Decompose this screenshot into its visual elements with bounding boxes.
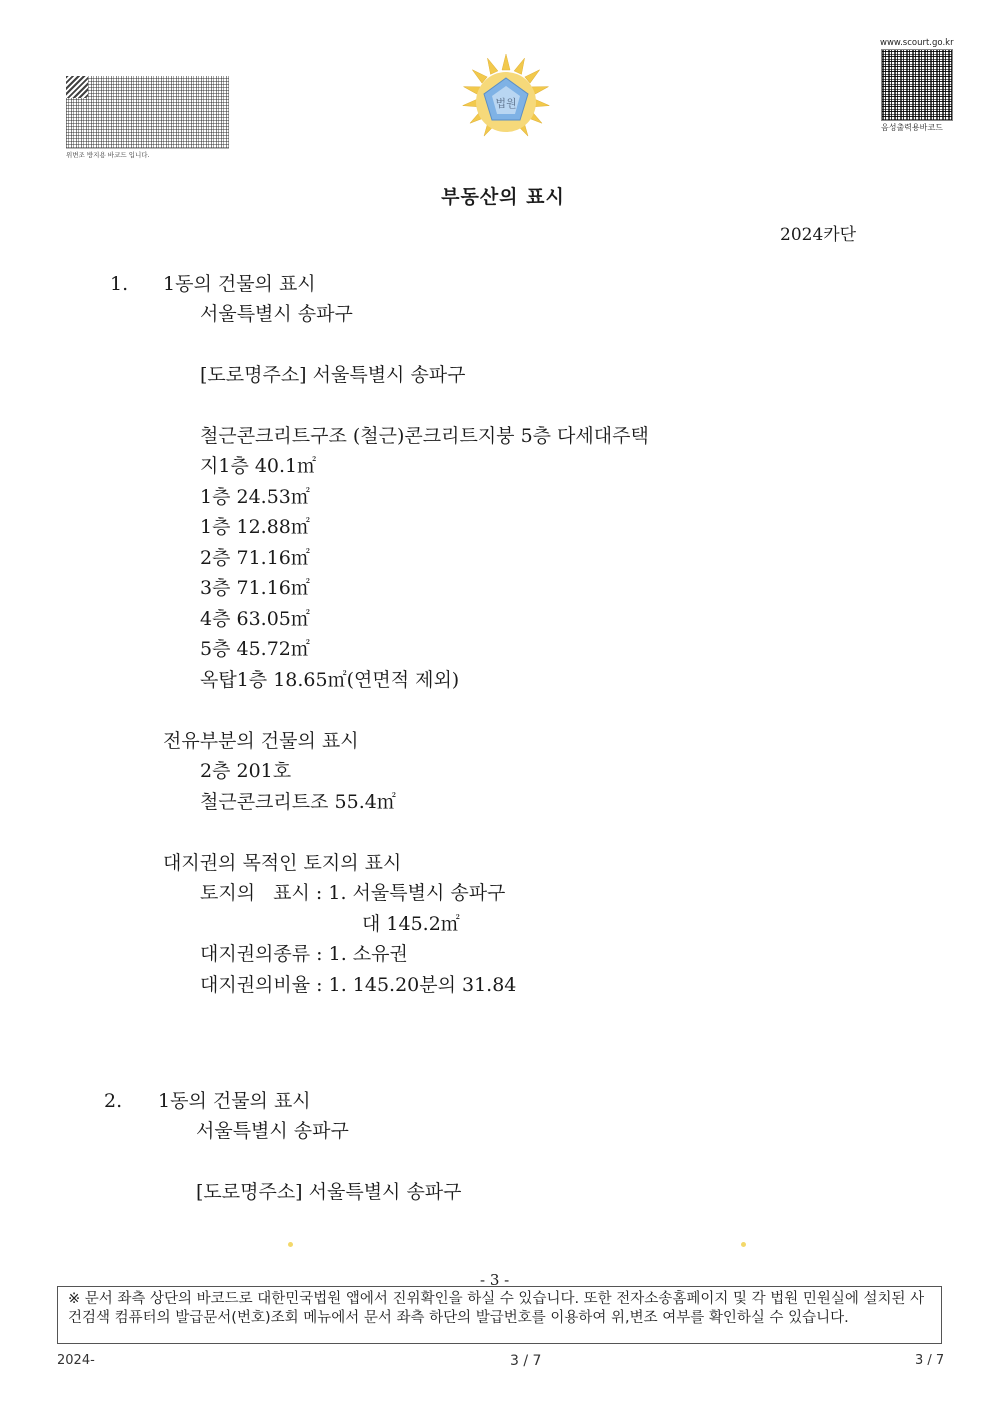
land-heading: 대지권의 목적인 토지의 표시 <box>163 852 402 874</box>
verification-notice: ※ 문서 좌측 상단의 바코드로 대한민국법원 앱에서 진위확인을 하실 수 있습니다. 또한 전자소송홈페이지 및 각 법원 민원실에 설치된 사건검색 컴퓨터의 발급문서(번호)조회 메뉴에서 문서 좌측 하단의 발급번호를 이용하여 위,변조 여부를 확인하실 수 있습니다. <box>57 1286 942 1344</box>
svg-text:법원: 법원 <box>495 97 517 110</box>
qr-code <box>881 49 953 121</box>
case-number: 2024카단 <box>780 225 857 245</box>
barcode-corner-mark <box>66 76 88 98</box>
land-right-ratio: 대지권의비율 : 1. 145.20분의 31.84 <box>200 974 517 996</box>
floor-area-line: 1층 12.88㎡ <box>200 516 310 538</box>
floor-area-line: 2층 71.16㎡ <box>200 547 310 569</box>
item-number-2: 2. <box>104 1090 123 1112</box>
qr-caption: 음성출력용바코드 <box>881 123 943 132</box>
land-right-type: 대지권의종류 : 1. 소유권 <box>200 943 408 965</box>
floor-area-line: 3층 71.16㎡ <box>200 577 310 599</box>
floor-area-line: 5층 45.72㎡ <box>200 638 310 660</box>
court-website-url: www.scourt.go.kr <box>880 38 954 48</box>
scan-artifact-dot <box>288 1242 293 1247</box>
exclusive-part-heading: 전유부분의 건물의 표시 <box>163 730 359 752</box>
scan-artifact-dot <box>741 1242 746 1247</box>
floor-area-line: 4층 63.05㎡ <box>200 608 310 630</box>
page-indicator-center: 3 / 7 <box>510 1353 542 1369</box>
document-title: 부동산의 표시 <box>441 186 565 208</box>
building-structure-1: 철근콘크리트구조 (철근)콘크리트지붕 5층 다세대주택 <box>200 425 649 447</box>
road-address-1: [도로명주소] 서울특별시 송파구 <box>200 364 466 386</box>
building-heading-2: 1동의 건물의 표시 <box>158 1090 311 1112</box>
land-description: 토지의 표시 : 1. 서울특별시 송파구 <box>200 882 506 904</box>
building-address-1: 서울특별시 송파구 <box>200 303 353 325</box>
barcode-caption: 위변조 방지용 바코드 입니다. <box>66 151 150 159</box>
page-number: - 3 - <box>480 1271 510 1289</box>
floor-area-line: 1층 24.53㎡ <box>200 486 310 508</box>
issue-number: 2024- <box>57 1353 95 1368</box>
floor-area-line: 옥탑1층 18.65㎡(연면적 제외) <box>200 669 460 691</box>
forgery-prevention-barcode <box>66 76 229 149</box>
item-number-1: 1. <box>110 273 129 295</box>
court-seal-logo <box>460 52 552 144</box>
floor-area-line: 지1층 40.1㎡ <box>200 455 317 477</box>
building-heading-1: 1동의 건물의 표시 <box>163 273 316 295</box>
page-indicator-right: 3 / 7 <box>915 1353 945 1368</box>
exclusive-structure: 철근콘크리트조 55.4㎡ <box>200 791 396 813</box>
road-address-2: [도로명주소] 서울특별시 송파구 <box>196 1181 462 1203</box>
land-area: 대 145.2㎡ <box>362 913 460 935</box>
exclusive-unit: 2층 201호 <box>200 760 292 782</box>
building-address-2: 서울특별시 송파구 <box>196 1120 349 1142</box>
